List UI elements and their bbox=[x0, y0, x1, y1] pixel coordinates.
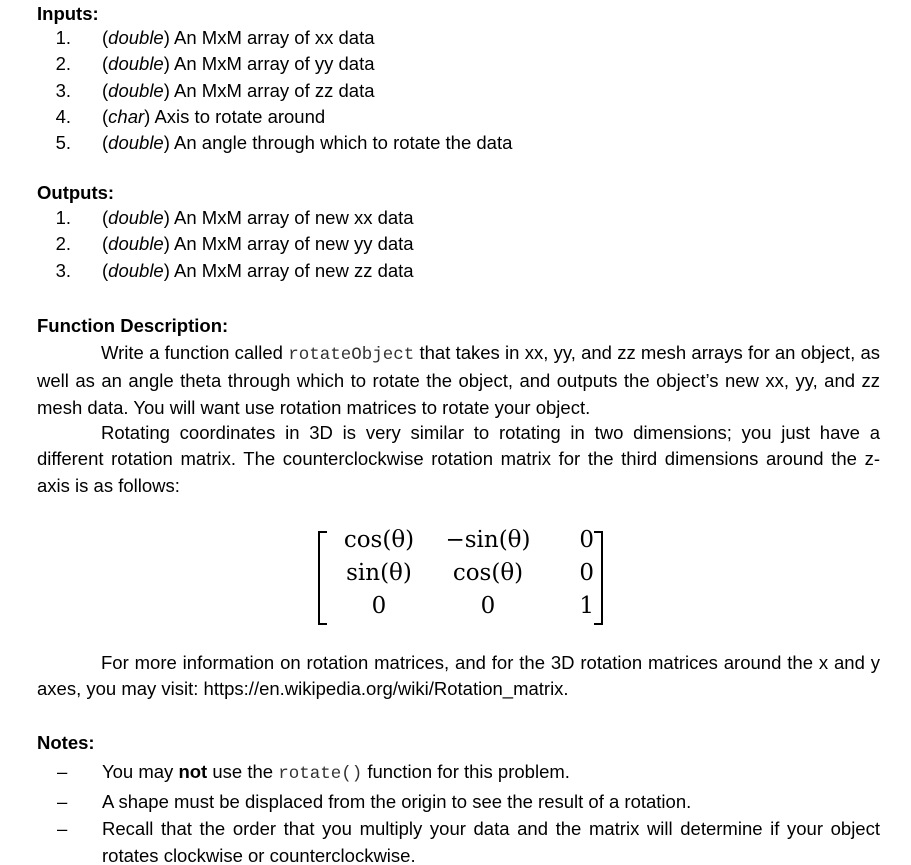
matrix-cell: cos(θ) bbox=[452, 560, 524, 586]
text: Write a function called bbox=[101, 342, 289, 363]
matrix-cell: 0 bbox=[579, 527, 594, 553]
note-item bbox=[37, 758, 880, 788]
description-paragraph-3: For more information on rotation matrices, and for the 3D rotation matrices around the x and y axes, you may visit: https://en.wikipedia.org/wiki/Rotation_matrix. bbox=[37, 652, 880, 700]
item-type: double bbox=[108, 233, 164, 255]
item-number: 3. bbox=[55, 79, 71, 101]
outputs-item: 1. (double) An MxM array of new xx data bbox=[37, 205, 414, 231]
text-bold: not bbox=[178, 761, 208, 782]
dash: – bbox=[57, 761, 68, 782]
outputs-heading: Outputs: bbox=[37, 182, 115, 203]
note-item bbox=[37, 815, 880, 865]
matrix-cell: 1 bbox=[579, 593, 594, 619]
item-description: An MxM array of yy data bbox=[169, 53, 375, 75]
matrix-cell: 0 bbox=[371, 593, 387, 619]
inputs-item: 5. (double) An angle through which to rotate the data bbox=[37, 130, 512, 156]
dash: – bbox=[57, 791, 68, 812]
item-number: 3. bbox=[55, 259, 71, 281]
rotation-matrix bbox=[318, 527, 603, 627]
item-type: double bbox=[108, 27, 164, 48]
item-type: double bbox=[108, 53, 164, 75]
outputs-list bbox=[37, 205, 414, 284]
outputs-item: 2. (double) An MxM array of new yy data bbox=[37, 231, 414, 257]
right-bracket bbox=[594, 531, 603, 625]
matrix-grid bbox=[330, 527, 594, 626]
inputs-item: 4. (char) Axis to rotate around bbox=[37, 104, 512, 130]
outputs-item: 3. (double) An MxM array of new zz data bbox=[37, 258, 414, 284]
text: function for this problem. bbox=[362, 761, 570, 782]
item-type: double bbox=[108, 259, 164, 281]
description-heading: Function Description: bbox=[37, 315, 229, 336]
item-description: An angle through which to rotate the data bbox=[169, 132, 513, 154]
text: Recall that the order that you multiply your data and the matrix will determine if your object rotates clockwise or counterclockwise. bbox=[102, 818, 880, 865]
note-item bbox=[37, 788, 880, 815]
left-bracket bbox=[318, 531, 327, 625]
item-number: 1. bbox=[55, 207, 71, 228]
item-description: An MxM array of new yy data bbox=[169, 233, 414, 255]
text: use the bbox=[207, 761, 279, 782]
item-description: An MxM array of zz data bbox=[169, 79, 375, 101]
text: A shape must be displaced from the origin to see the result of a rotation. bbox=[102, 791, 692, 812]
item-type: double bbox=[108, 79, 164, 101]
inputs-heading: Inputs: bbox=[37, 3, 99, 24]
inputs-item: 1. (double) An MxM array of xx data bbox=[37, 25, 512, 51]
item-description: An MxM array of new xx data bbox=[169, 207, 414, 228]
dash: – bbox=[57, 818, 68, 839]
text: You may bbox=[102, 761, 179, 782]
function-name-code: rotateObject bbox=[288, 345, 415, 365]
item-type: double bbox=[108, 207, 164, 228]
inputs-list bbox=[37, 25, 512, 156]
item-number: 4. bbox=[55, 105, 71, 127]
item-description: An MxM array of new zz data bbox=[169, 259, 414, 281]
inputs-item: 2. (double) An MxM array of yy data bbox=[37, 51, 512, 77]
notes-heading: Notes: bbox=[37, 732, 95, 753]
text: that takes in xx, yy, and zz mesh arrays for an object, as well as an angle theta through which to rotate the object, and outputs the object’s new xx, yy, and zz mesh data. You will want use rotation matrices to rotate your object. bbox=[37, 342, 880, 418]
matrix-cell: 0 bbox=[480, 593, 496, 619]
matrix-cell: 0 bbox=[579, 560, 594, 586]
code: rotate() bbox=[278, 764, 363, 784]
matrix-cell: −sin(θ) bbox=[445, 527, 531, 553]
item-number: 2. bbox=[55, 233, 71, 255]
item-type: char bbox=[108, 105, 145, 127]
description-paragraph-1 bbox=[37, 340, 880, 421]
matrix-cell: sin(θ) bbox=[346, 560, 412, 586]
item-description: An MxM array of xx data bbox=[169, 27, 375, 48]
item-number: 5. bbox=[55, 132, 71, 154]
matrix-cell: cos(θ) bbox=[343, 527, 415, 553]
item-number: 2. bbox=[55, 53, 71, 75]
notes-list bbox=[37, 758, 880, 865]
item-number: 1. bbox=[55, 27, 71, 48]
item-type: double bbox=[108, 132, 164, 154]
description-paragraph-2: Rotating coordinates in 3D is very similar to rotating in two dimensions; you just have a different rotation matrix. The counterclockwise rotation matrix for the third dimensions around the z-axis is as follows: bbox=[37, 422, 880, 496]
item-description: Axis to rotate around bbox=[150, 105, 326, 127]
inputs-item: 3. (double) An MxM array of zz data bbox=[37, 78, 512, 104]
